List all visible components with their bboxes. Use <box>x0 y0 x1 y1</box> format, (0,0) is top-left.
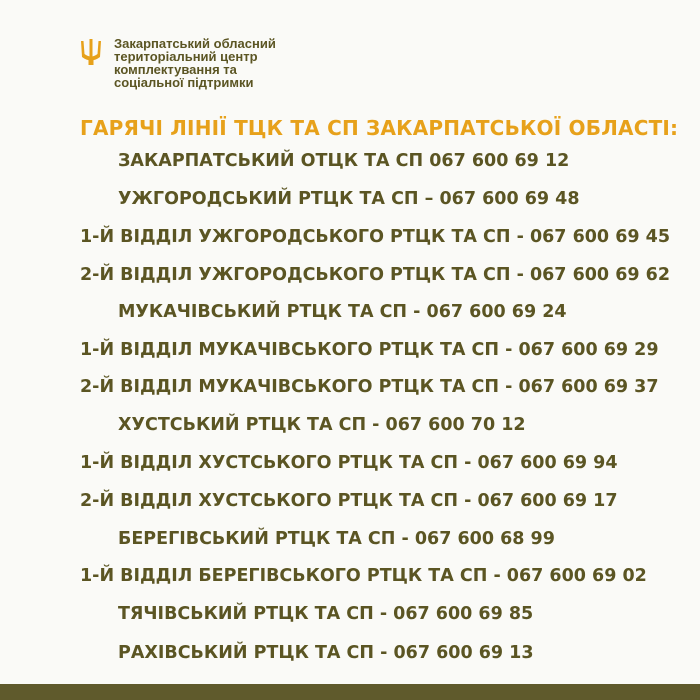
hotline-item: 2-Й ВІДДІЛ МУКАЧІВСЬКОГО РТЦК ТА СП - 067 600 69 37 <box>80 377 659 397</box>
hotline-item: 1-Й ВІДДІЛ МУКАЧІВСЬКОГО РТЦК ТА СП - 067 600 69 29 <box>80 340 659 360</box>
hotline-item: 1-Й ВІДДІЛ ХУСТСЬКОГО РТЦК ТА СП - 067 600 69 94 <box>80 453 618 473</box>
hotline-item: 2-Й ВІДДІЛ УЖГОРОДСЬКОГО РТЦК ТА СП - 067 600 69 62 <box>80 265 671 285</box>
hotline-item: 1-Й ВІДДІЛ БЕРЕГІВСЬКОГО РТЦК ТА СП - 067 600 69 02 <box>80 566 647 586</box>
hotline-item: ХУСТСЬКИЙ РТЦК ТА СП - 067 600 70 12 <box>118 415 526 435</box>
org-name-line: Закарпатський обласний <box>114 36 276 51</box>
hotline-item: 1-Й ВІДДІЛ УЖГОРОДСЬКОГО РТЦК ТА СП - 067 600 69 45 <box>80 227 671 247</box>
hotline-item: РАХІВСЬКИЙ РТЦК ТА СП - 067 600 69 13 <box>118 643 534 663</box>
hotline-item: УЖГОРОДСЬКИЙ РТЦК ТА СП – 067 600 69 48 <box>118 189 580 209</box>
org-name-line: комплектування та <box>114 62 237 77</box>
trident-icon <box>80 39 102 65</box>
hotline-item: 2-Й ВІДДІЛ ХУСТСЬКОГО РТЦК ТА СП - 067 600 69 17 <box>80 491 618 511</box>
org-name <box>114 37 276 89</box>
hotline-item: БЕРЕГІВСЬКИЙ РТЦК ТА СП - 067 600 68 99 <box>118 529 555 549</box>
bottom-bar <box>0 684 700 700</box>
header <box>80 37 276 89</box>
hotline-item: ЗАКАРПАТСЬКИЙ ОТЦК ТА СП 067 600 69 12 <box>118 151 570 171</box>
org-name-line: соціальної підтримки <box>114 75 254 90</box>
hotline-item: МУКАЧІВСЬКИЙ РТЦК ТА СП - 067 600 69 24 <box>118 302 567 322</box>
org-name-line: територіальний центр <box>114 49 258 64</box>
hotline-item: ТЯЧІВСЬКИЙ РТЦК ТА СП - 067 600 69 85 <box>118 604 534 624</box>
page-title: ГАРЯЧІ ЛІНІЇ ТЦК ТА СП ЗАКАРПАТСЬКОЇ ОБЛАСТІ: <box>80 116 679 140</box>
